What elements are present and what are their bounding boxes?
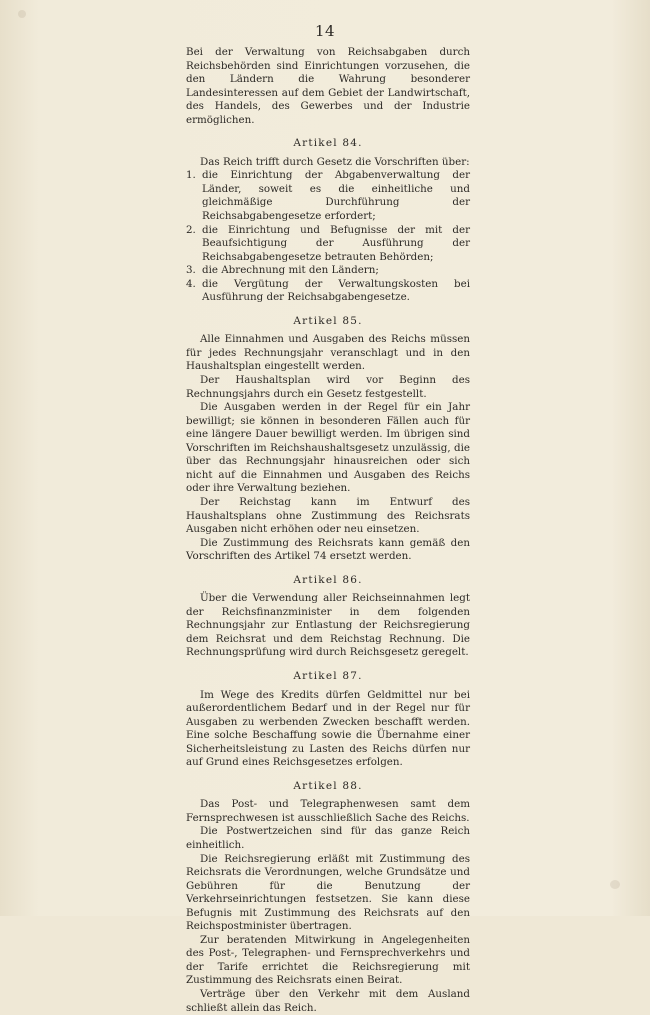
paper-spot bbox=[18, 10, 26, 18]
article-heading: Artikel 84. bbox=[293, 137, 363, 150]
article-paragraph: Das Post- und Telegraphenwesen samt dem Fernsprechwesen ist ausschließlich Sache des Reichs. bbox=[186, 798, 470, 824]
article-86 bbox=[186, 574, 470, 660]
article-list bbox=[186, 169, 470, 304]
list-text: die Einrichtung und Befugnisse der mit der Beaufsichtigung der Ausführung der Reichsabgabengesetze betrauten Behörden; bbox=[202, 223, 470, 263]
article-heading: Artikel 87. bbox=[293, 669, 363, 682]
article-paragraph: Die Reichsregierung erläßt mit Zustimmung des Reichsrats die Verordnungen, welche Grundsätze und Gebühren für die Benutzung der Verkehrseinrichtungen festsetzen. Sie kann diese Befugnis mit Zustimmung des Reichsrats auf den Reichspostminister übertragen. bbox=[186, 852, 470, 933]
article-87 bbox=[186, 670, 470, 770]
article-paragraph: Im Wege des Kredits dürfen Geldmittel nur bei außerordentlichem Bedarf und in der Regel nur für Ausgaben zu werbenden Zwecken beschafft werden. Eine solche Beschaffung sowie die Übernahme einer Sicherheitsleistung zu Lasten des Reichs dürfen nur auf Grund eines Reichsgesetzes erfolgen. bbox=[186, 688, 470, 769]
list-item bbox=[186, 224, 470, 265]
article-paragraph: Das Reich trifft durch Gesetz die Vorschriften über: bbox=[200, 155, 470, 168]
list-number: 4. bbox=[186, 277, 196, 290]
list-number: 3. bbox=[186, 264, 196, 277]
article-paragraph: Zur beratenden Mitwirkung in Angelegenheiten des Post-, Telegraphen- und Fernsprechverkehrs und der Tarife errichtet die Reichsregierung mit Zustimmung des Reichsrats einen Beirat. bbox=[186, 933, 470, 987]
list-item bbox=[186, 169, 470, 223]
article-heading: Artikel 88. bbox=[293, 779, 363, 792]
article-paragraph: Über die Verwendung aller Reichseinnahmen legt der Reichsfinanzminister in dem folgenden Rechnungsjahr zur Entlastung der Reichsregierung dem Reichsrat und dem Reichstag Rechnung. Die Rechnungsprüfung wird durch Reichsgesetz geregelt. bbox=[186, 592, 470, 659]
article-paragraph: Der Reichstag kann im Entwurf des Haushaltsplans ohne Zustimmung des Reichsrats Ausgaben nicht erhöhen oder neu einsetzen. bbox=[186, 495, 470, 536]
article-paragraph: Alle Einnahmen und Ausgaben des Reichs müssen für jedes Rechnungsjahr veranschlagt und in den Haushaltsplan eingestellt werden. bbox=[186, 333, 470, 373]
page-number: 14 bbox=[314, 22, 336, 40]
article-paragraph: Der Haushaltsplan wird vor Beginn des Rechnungsjahrs durch ein Gesetz festgestellt. bbox=[186, 374, 470, 400]
list-text: die Einrichtung der Abgabenverwaltung der Länder, soweit es die einheitliche und gleichmäßige Durchführung der Reichsabgabengesetze erfordert; bbox=[202, 169, 470, 223]
list-text: die Abrechnung mit den Ländern; bbox=[202, 264, 379, 277]
article-88 bbox=[186, 780, 470, 1015]
article-paragraph: Verträge über den Verkehr mit dem Ausland schließt allein das Reich. bbox=[186, 988, 470, 1014]
list-text: die Vergütung der Verwaltungskosten bei Ausführung der Reichsabgabengesetze. bbox=[202, 277, 470, 304]
article-paragraph: Die Ausgaben werden in der Regel für ein Jahr bewilligt; sie können in besonderen Fällen auch für eine längere Dauer bewilligt werden. Im übrigen sind Vorschriften im Reichshaushaltsgesetz unzulässig, die über das Rechnungsjahr hinausreichen oder sich nicht auf die Einnahmen und Ausgaben des Reichs oder ihre Verwaltung beziehen. bbox=[186, 401, 470, 495]
article-paragraph: Die Postwertzeichen sind für das ganze Reich einheitlich. bbox=[186, 825, 470, 851]
list-item bbox=[186, 278, 470, 305]
list-item bbox=[186, 264, 470, 278]
article-heading: Artikel 85. bbox=[293, 314, 363, 327]
list-number: 2. bbox=[186, 223, 196, 236]
article-heading: Artikel 86. bbox=[293, 573, 363, 586]
paper-spot bbox=[610, 880, 620, 889]
article-85 bbox=[186, 315, 470, 564]
article-84 bbox=[186, 137, 470, 305]
document-body bbox=[186, 46, 470, 1015]
list-number: 1. bbox=[186, 169, 196, 182]
article-paragraph: Die Zustimmung des Reichsrats kann gemäß den Vorschriften des Artikel 74 ersetzt werden. bbox=[186, 536, 470, 563]
intro-paragraph: Bei der Verwaltung von Reichsabgaben durch Reichsbehörden sind Einrichtungen vorzusehen, die den Ländern die Wahrung besonderer Landesinteressen auf dem Gebiet der Landwirtschaft, des Handels, des Gewerbes und der Industrie ermöglichen. bbox=[186, 46, 470, 126]
